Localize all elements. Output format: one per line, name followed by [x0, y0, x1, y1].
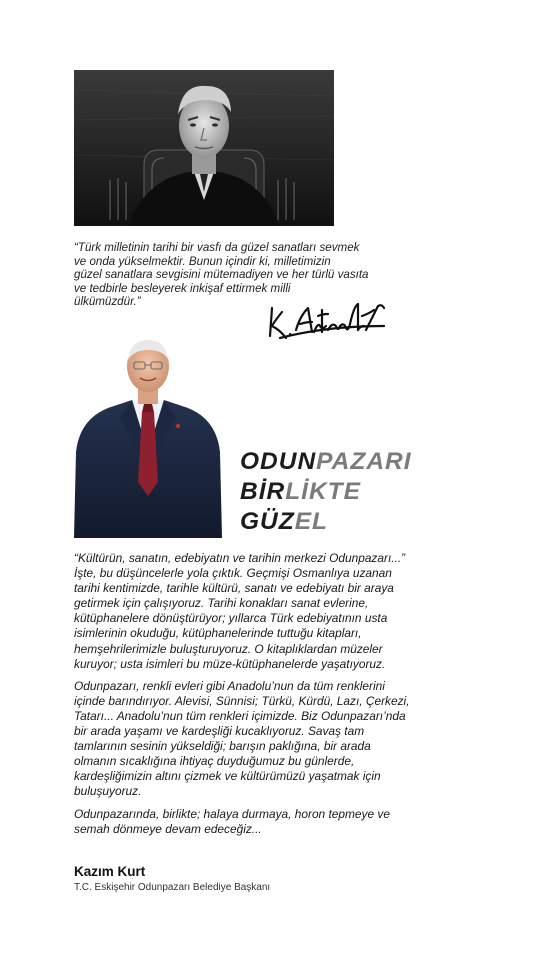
text-line: olmanın sıcaklığına ihtiyaç duyduğumuz bu günlerde,	[74, 754, 355, 769]
paragraph-1	[74, 551, 454, 672]
text-line: “Kültürün, sanatın, edebiyatın ve tarihin merkezi Odunpazarı...”	[74, 551, 406, 565]
quote-line: güzel sanatlara sevgisini mütemadiyen ve her türlü vasıta	[74, 268, 369, 282]
slogan-part-dark: BİR	[240, 478, 286, 505]
text-line: Odunpazarı, renkli evleri gibi Anadolu’nun da tüm renklerini	[74, 678, 385, 693]
text-line: semah dönmeye devam edeceğiz...	[74, 821, 262, 836]
slogan-line-2	[240, 477, 412, 507]
text-line: tarihi kentimizde, tarihle kültürü, sanatı ve edebiyatı bir araya	[74, 581, 394, 596]
slogan-heading	[240, 447, 412, 537]
slogan-part-dark: ODUN	[240, 448, 317, 475]
quote-line: ülkümüzdür.”	[74, 295, 141, 309]
mayor-portrait-photo	[74, 332, 222, 538]
quote-line: “Türk milletinin tarihi bir vasfı da güzel sanatları sevmek	[74, 241, 360, 254]
text-line: kuruyor; usta isimleri bu müze-kütüphanelerde yaşatıyoruz.	[74, 656, 386, 671]
text-line: Tatarı... Anadolu’nun tüm renkleri içimizde. Biz Odunpazarı’nda	[74, 708, 406, 723]
text-line: İşte, bu düşüncelerle yola çıktık. Geçmişi Osmanlıya uzanan	[74, 566, 392, 581]
mayor-illustration	[74, 332, 222, 538]
text-line: tamlarının sesinin yükseldiği; barışın paklığına, bir arada	[74, 739, 371, 754]
slogan-part-light: PAZARI	[316, 448, 412, 475]
text-line: Odunpazarında, birlikte; halaya durmaya, horon tepmeye ve	[74, 806, 390, 821]
ataturk-portrait-photo	[74, 70, 334, 226]
ataturk-signature	[266, 296, 388, 342]
text-line: kütüphanelere dönüştürüyor; yıllarca Türk edebiyatının usta	[74, 611, 388, 626]
slogan-part-light: LİKTE	[285, 478, 361, 505]
message-body	[74, 551, 454, 844]
text-line: hemşehrilerimizle buluşturuyoruz. O kitaplıklardan müzeler	[74, 641, 383, 656]
slogan-part-light: EL	[294, 508, 329, 535]
author-title: T.C. Eskişehir Odunpazarı Belediye Başkanı	[74, 882, 271, 893]
text-line: içinde barındırıyor. Alevisi, Sünnisi; Türkü, Kürdü, Lazı, Çerkezi,	[74, 693, 410, 708]
text-line: isimlerinin okuduğu, kütüphanelerinde tuttuğu kitapları,	[74, 626, 362, 641]
author-block	[74, 864, 270, 894]
paragraph-2	[74, 679, 454, 800]
text-line: bir arada yaşamı ve kardeşliği kucaklıyoruz. Savaş tam	[74, 724, 365, 739]
text-line: kardeşliğimizin altını çizmek ve kültürümüzü yaşatmak için	[74, 769, 381, 784]
quote-line: ve tedbirle besleyerek inkişaf ettirmek milli	[74, 281, 291, 295]
slogan-line-3	[240, 507, 412, 537]
quote-line: ve onda yükselmektir. Bunun içindir ki, milletimizin	[74, 254, 331, 268]
text-line: buluşuyoruz.	[74, 784, 142, 799]
paragraph-3	[74, 807, 454, 837]
author-name: Kazım Kurt	[74, 864, 146, 879]
text-line: getirmek için çalışıyoruz. Tarihi konakları sanat evlerine,	[74, 596, 369, 611]
slogan-part-dark: GÜZ	[240, 508, 295, 535]
slogan-line-1	[240, 447, 412, 477]
portrait-illustration	[74, 70, 334, 226]
